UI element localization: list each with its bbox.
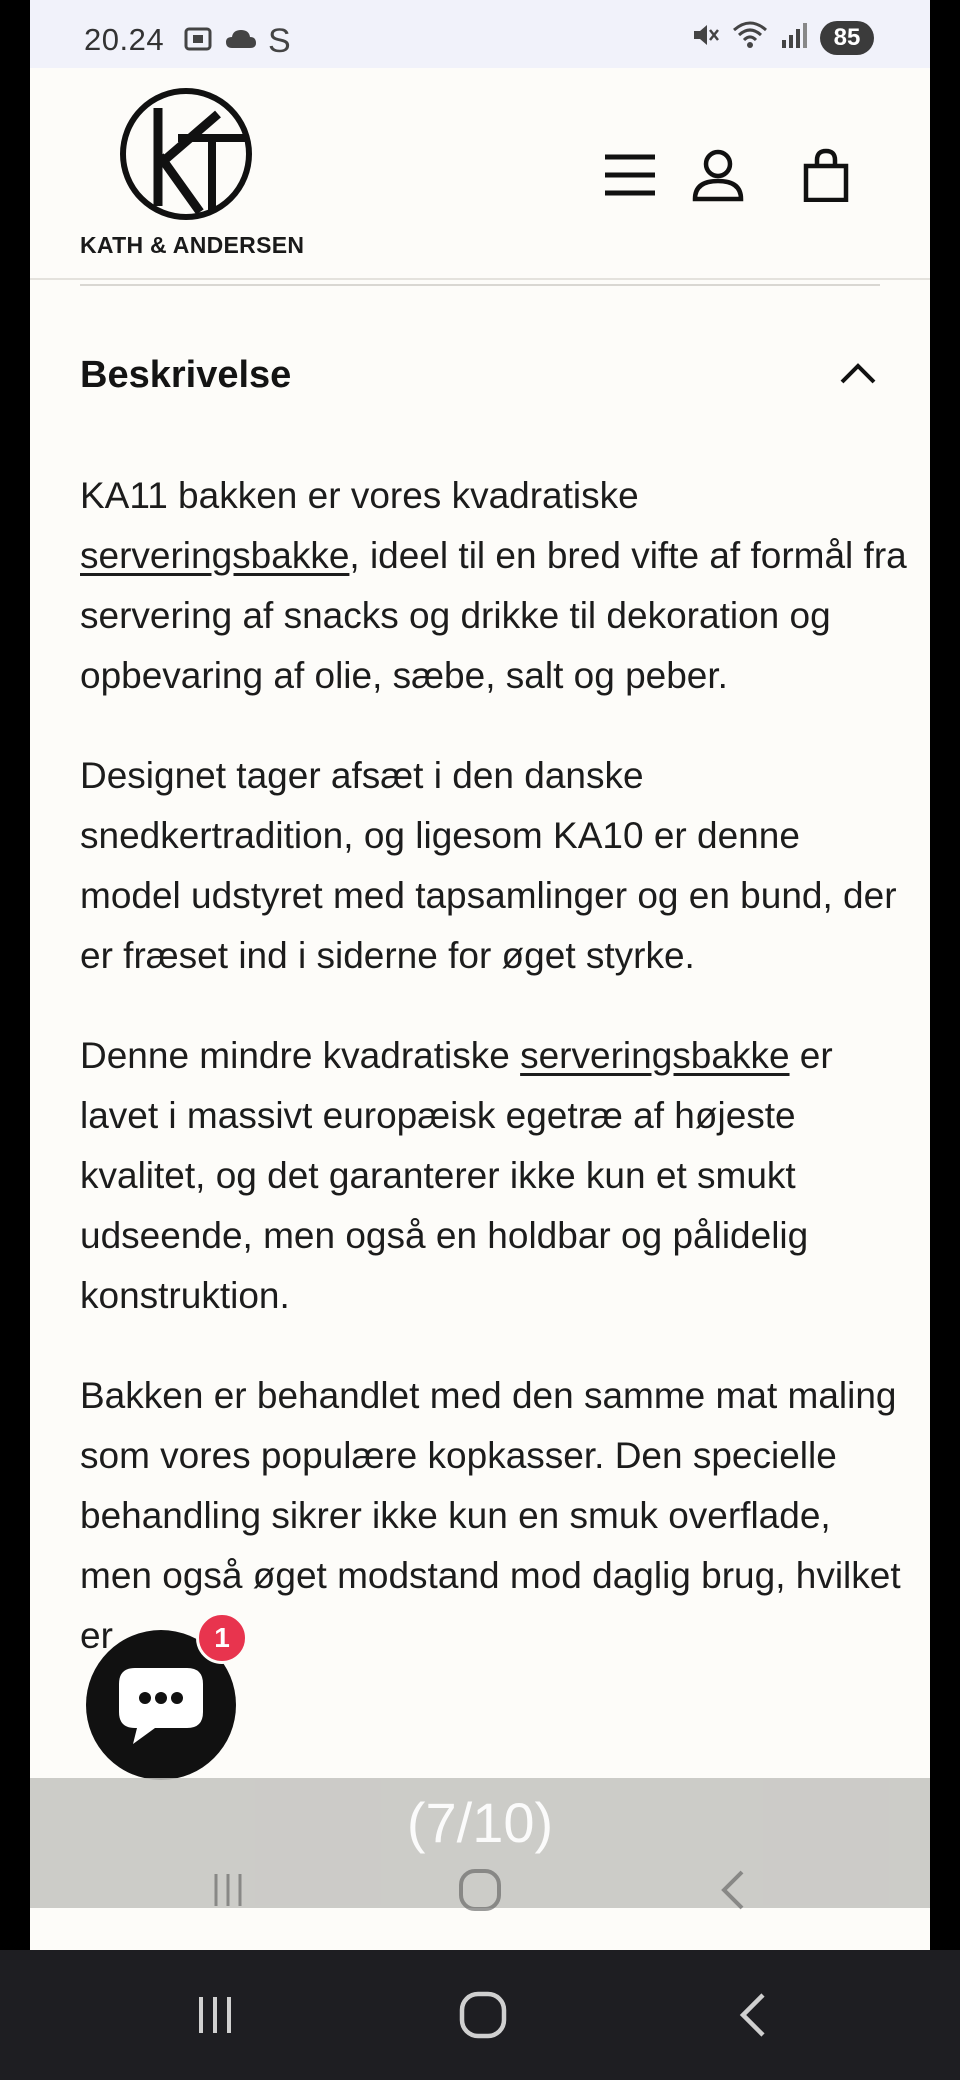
overlay-home-button[interactable] (450, 1862, 510, 1918)
back-button[interactable] (716, 1980, 786, 2050)
signal-icon (780, 20, 808, 55)
home-icon (457, 1867, 503, 1913)
screenshot-icon (182, 24, 214, 59)
header-divider (30, 278, 930, 280)
shopping-bag-icon (802, 148, 850, 202)
description-paragraph-1: KA11 bakken er vores kvadratiske serveringsbakke, ideel til en bred vifte af formål fra servering af snacks og drikke til dekoration og opbevaring af olie, sæbe, salt og peber. (80, 475, 907, 696)
account-button[interactable] (686, 143, 750, 207)
cloud-icon (224, 26, 258, 57)
phone-screen (30, 0, 930, 1950)
mute-icon (690, 20, 720, 55)
description-paragraph-4: Bakken er behandlet med den samme mat maling som vores populære kopkasser. Den specielle behandling sikrer ikke kun en smuk overflade, men også øget modstand mod daglig brug, hvilket er (80, 1375, 901, 1656)
description-accordion-toggle[interactable] (80, 346, 880, 406)
account-icon (691, 148, 745, 202)
carrier-letter: S (268, 22, 291, 60)
status-time: 20.24 (84, 22, 165, 57)
recents-icon (208, 1870, 248, 1910)
chat-notification-badge: 1 (196, 1612, 248, 1664)
wifi-icon (732, 20, 768, 55)
overlay-recents-button[interactable] (198, 1862, 258, 1918)
description-content (80, 466, 910, 1706)
home-icon (458, 1990, 508, 2040)
brand-logo-mark-icon (118, 86, 254, 222)
description-paragraph-2: Designet tager afsæt i den danske snedkertradition, og ligesom KA10 er denne model udstyret med tapsamlinger og en bund, der er fræset ind i siderne for øget styrke. (80, 755, 897, 976)
status-left-icons (182, 22, 291, 61)
back-icon (714, 1868, 750, 1912)
site-header (30, 68, 930, 280)
home-button[interactable] (448, 1980, 518, 2050)
image-counter: (7/10) (406, 1791, 554, 1854)
section-divider (80, 284, 880, 286)
system-navigation-bar (0, 1950, 960, 2080)
battery-indicator: 85 (820, 21, 874, 55)
menu-button[interactable] (598, 143, 662, 207)
recents-button[interactable] (180, 1980, 250, 2050)
description-paragraph-3: Denne mindre kvadratiske serveringsbakke er lavet i massivt europæisk egetræ af højeste kvalitet, og det garanterer ikke kun et smukt udseende, men også en holdbar og pålidelig konstruktion. (80, 1035, 833, 1316)
brand-name: KATH & ANDERSEN (80, 232, 305, 258)
overlay-back-button[interactable] (702, 1862, 762, 1918)
accordion-title: Beskrivelse (80, 354, 292, 396)
status-right-icons (690, 20, 874, 55)
hamburger-menu-icon (603, 152, 657, 198)
chat-icon (115, 1664, 207, 1746)
chevron-up-icon (836, 352, 880, 396)
brand-logo[interactable] (80, 86, 310, 266)
back-icon (731, 1990, 771, 2040)
status-bar (30, 0, 930, 68)
serveringsbakke-link-2[interactable]: serveringsbakke (520, 1035, 790, 1076)
serveringsbakke-link[interactable]: serveringsbakke (80, 535, 350, 576)
recents-icon (192, 1992, 238, 2038)
cart-button[interactable] (794, 143, 858, 207)
